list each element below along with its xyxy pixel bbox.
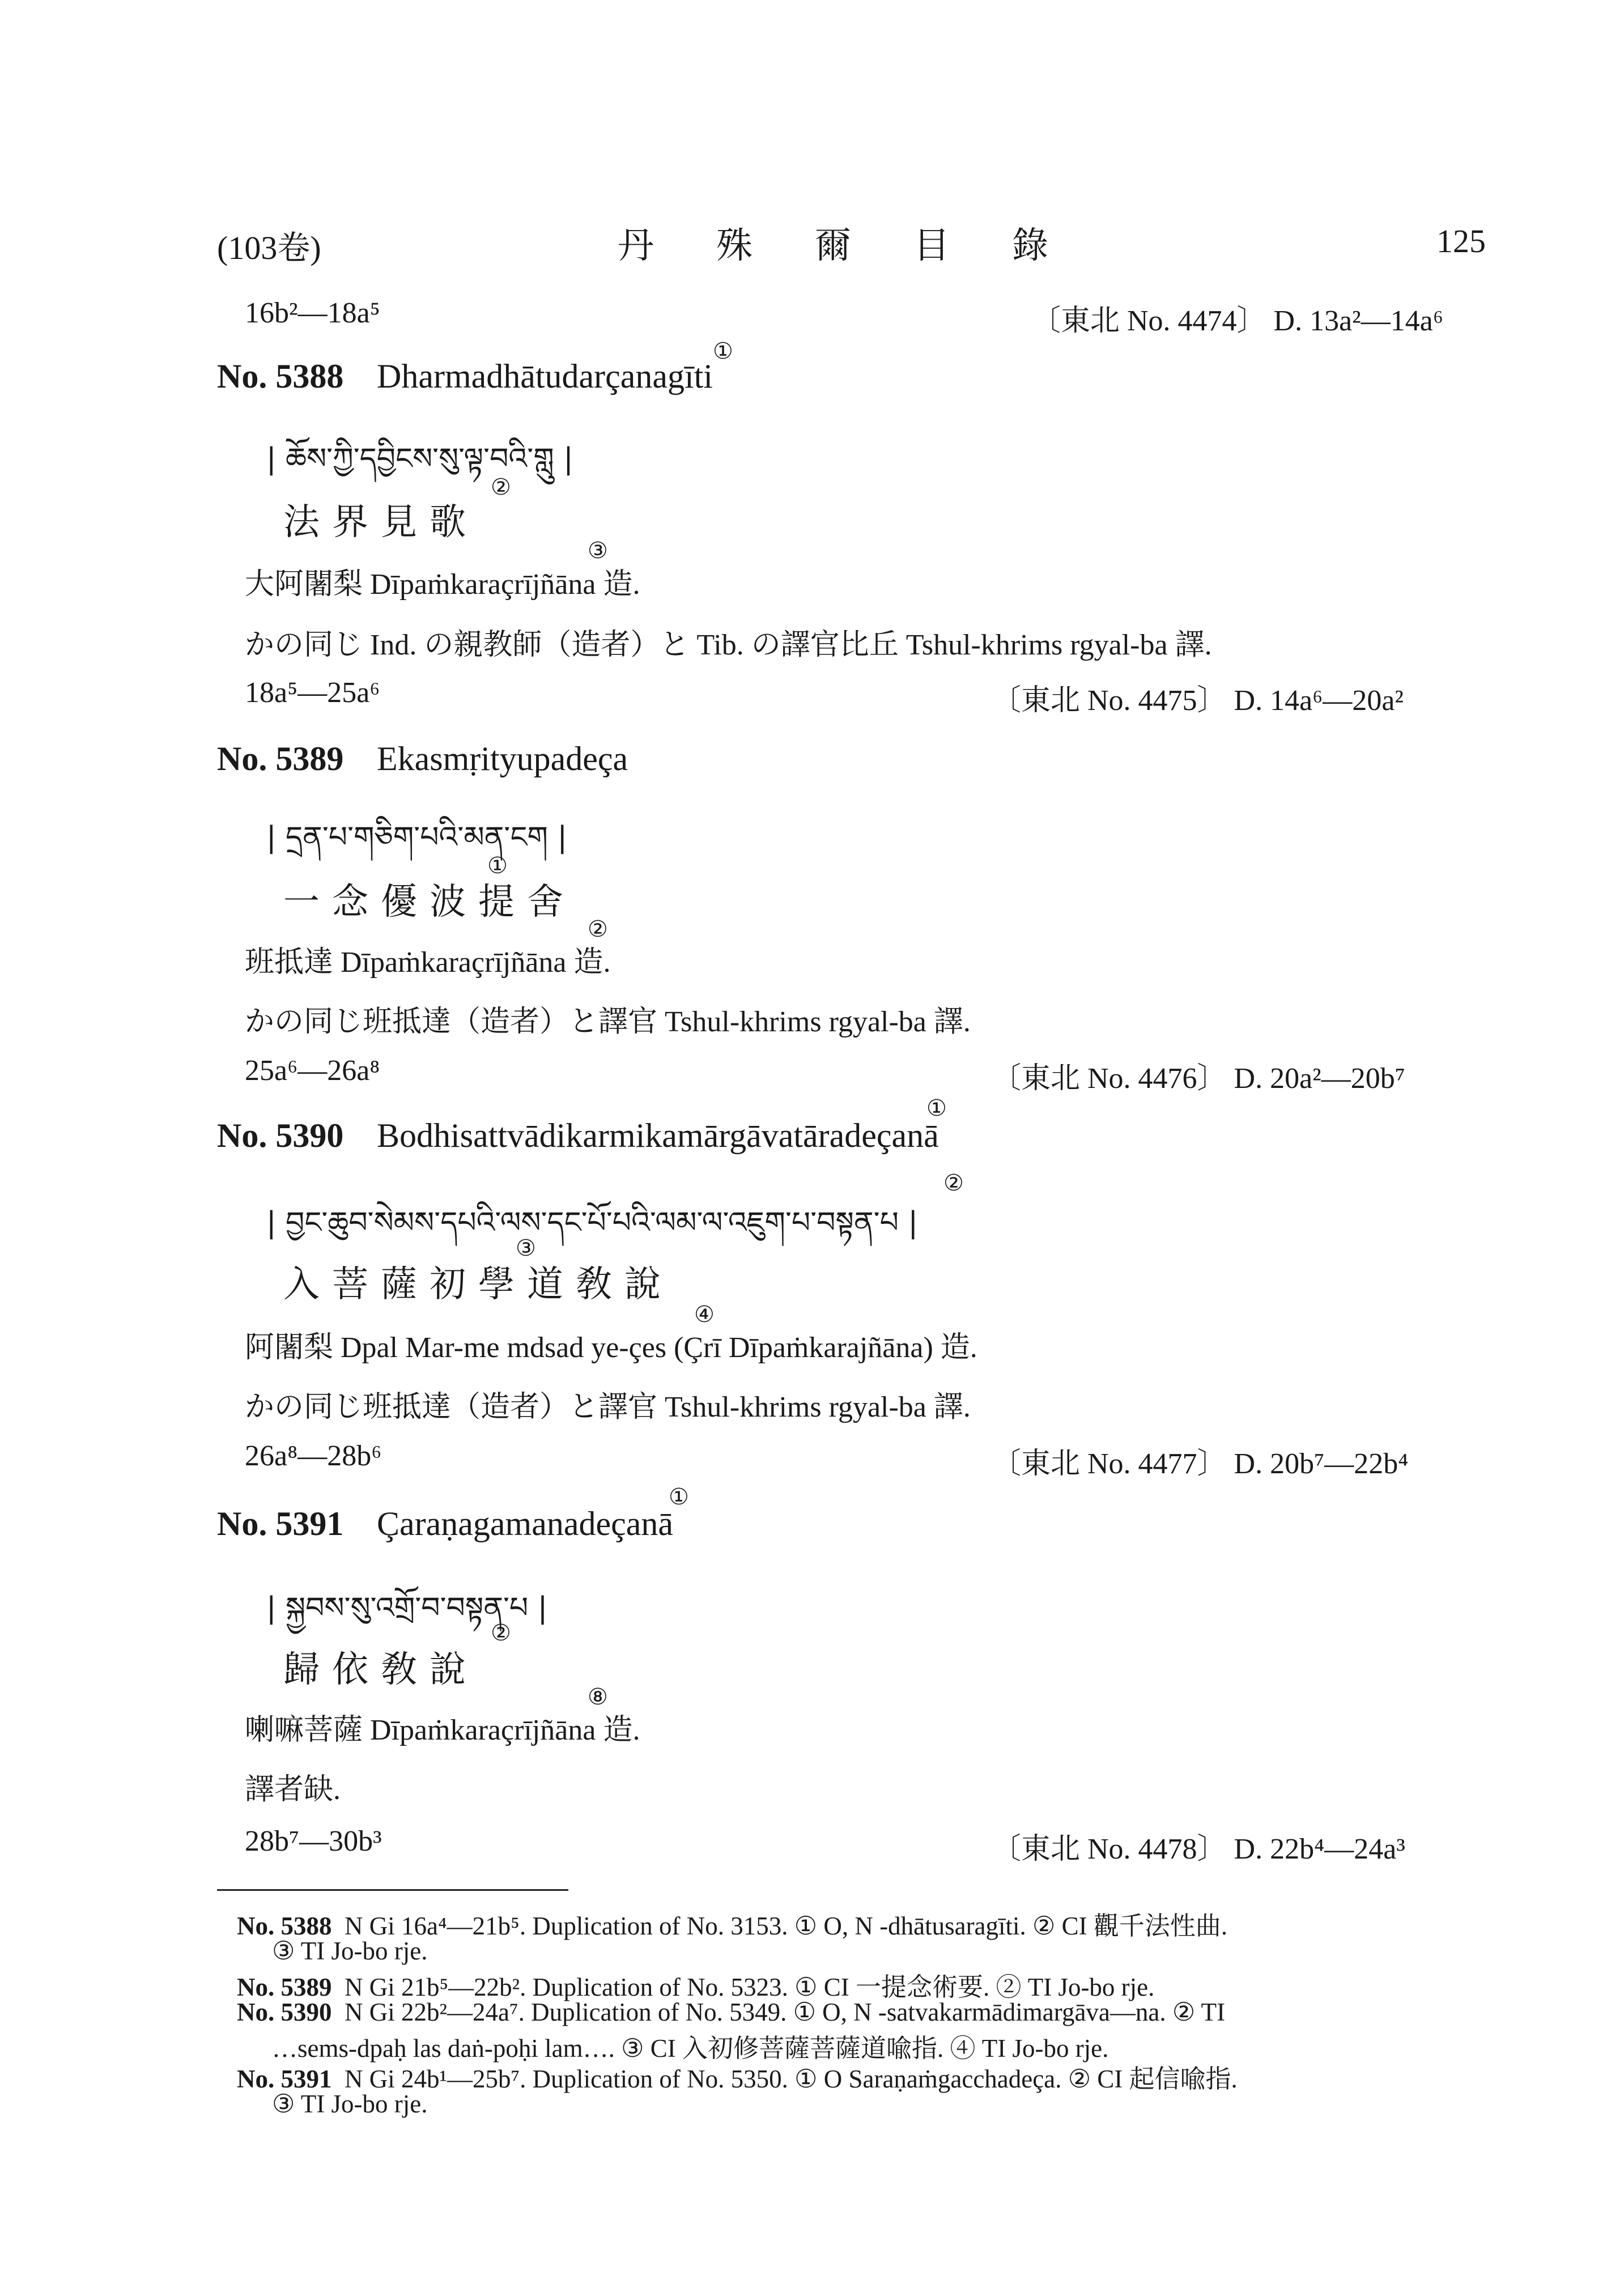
translator-line: 譯者缺. [245, 1774, 341, 1806]
footnote-mark: ① [669, 1484, 689, 1510]
footnote-line: ③ TI Jo-bo rje. [272, 2090, 428, 2118]
tibetan-title: | ཆོས་ཀྱི་དབྱིངས་སུ་ལྟ་བའི་གླུ | [266, 442, 573, 476]
translator-line: かの同じ Ind. の親教師（造者）と Tib. の譯官比丘 Tshul-khrims rgyal-ba 譯. [245, 629, 1212, 661]
catalogue-ref: 〔東北 No. 4478〕 D. 22b⁴—24a³ [992, 1833, 1405, 1865]
chinese-title: 一念優波提舍 [283, 882, 576, 922]
footnote-mark: ② [588, 916, 608, 942]
entry-number: No. 5391 [217, 1505, 344, 1542]
footnote-number: No. 5388 [237, 1912, 332, 1940]
translator-line: かの同じ班抵達（造者）と譯官 Tshul-khrims rgyal-ba 譯. [245, 1006, 971, 1038]
chinese-title: 法界見歌 [283, 502, 478, 542]
footnote-number: No. 5390 [237, 1998, 332, 2026]
footnote-mark: ① [926, 1095, 947, 1121]
footnote-line: ③ TI Jo-bo rje. [272, 1937, 428, 1965]
footnote-mark: ③ [516, 1235, 536, 1261]
footnote-line [237, 1997, 1225, 2027]
catalogue-ref: 〔東北 No. 4476〕 D. 20a²—20b⁷ [992, 1062, 1405, 1095]
author-line: 阿闍梨 Dpal Mar-me mdsad ye-çes (Çrī Dīpaṁkarajñāna) 造. [245, 1332, 977, 1364]
footnote-line: …sems-dpaḥ las daṅ-poḥi lam…. ③ CI 入初修菩薩菩薩道喩指. ④ TI Jo-bo rje. [272, 2034, 1109, 2063]
entry-title: Dharmadhātudarçanagīti [377, 358, 713, 395]
footnote-text: N Gi 22b²—24a⁷. Duplication of No. 5349. ① O, N -satvakarmādimargāva—na. ② TI [345, 1998, 1226, 2026]
translator-line: かの同じ班抵達（造者）と譯官 Tshul-khrims rgyal-ba 譯. [245, 1391, 971, 1423]
entry-number: No. 5388 [217, 358, 344, 395]
footnote-number: No. 5389 [237, 1973, 332, 2001]
folio-range: 28b⁷—30b³ [245, 1825, 382, 1857]
footnote-mark: ① [487, 853, 508, 878]
entry-number: No. 5390 [217, 1117, 344, 1154]
top-folio: 16b²—18a⁵ [245, 297, 380, 329]
footnote-mark: ② [943, 1170, 964, 1196]
chinese-title: 入菩薩初學道敎說 [283, 1264, 673, 1304]
catalogue-ref: 〔東北 No. 4475〕 D. 14a⁶—20a² [992, 684, 1404, 717]
folio-range: 25a⁶—26a⁸ [245, 1055, 380, 1087]
tibetan-title: | དྲན་པ་གཅིག་པའི་མན་ངག | [266, 820, 568, 854]
footnote-text: N Gi 24b¹—25b⁷. Duplication of No. 5350. ① O Saraṇaṁgacchadeça. ② CI 起信喩指. [345, 2065, 1238, 2093]
footnote-mark: ② [491, 1620, 511, 1646]
folio-range: 26a⁸—28b⁶ [245, 1440, 382, 1472]
tibetan-title: | སྐྱབས་སུ་འགྲོ་བ་བསྟན་པ | [266, 1591, 548, 1625]
footnote-mark: ③ [588, 538, 608, 563]
footnote-rule [217, 1889, 568, 1891]
author-line: 喇嘛菩薩 Dīpaṁkaraçrījñāna 造. [245, 1714, 640, 1746]
entry-title: Çaraṇagamanadeçanā [377, 1505, 673, 1542]
footnote-number: No. 5391 [237, 2065, 332, 2093]
footnote-text: N Gi 21b⁵—22b². Duplication of No. 5323. ① CI 一提念術要. ② TI Jo-bo rje. [345, 1973, 1155, 2001]
page-number: 125 [1436, 223, 1486, 260]
entry-title: Bodhisattvādikarmikamārgāvatāradeçanā [377, 1117, 939, 1154]
footnote-mark: ⑧ [588, 1684, 608, 1710]
volume-label: (103卷) [217, 229, 321, 266]
author-line: 大阿闍梨 Dīpaṁkaraçrījñāna 造. [245, 568, 640, 601]
entry-number: No. 5389 [217, 740, 344, 777]
entry-title: Ekasmṛityupadeça [377, 740, 628, 777]
tibetan-title: | བྱང་ཆུབ་སེམས་དཔའི་ལས་དང་པོ་པའི་ལམ་ལ་འཇུག་པ་བསྟན་པ | [266, 1206, 918, 1240]
footnote-mark: ① [713, 338, 733, 364]
top-ref: 〔東北 No. 4474〕 D. 13a²—14a⁶ [1031, 305, 1443, 337]
footnote-mark: ④ [694, 1302, 715, 1327]
footnote-text: N Gi 16a⁴—21b⁵. Duplication of No. 3153. ① O, N -dhātusaragīti. ② CI 觀千法性曲. [345, 1912, 1228, 1940]
page-title: 丹殊爾目錄 [618, 226, 1111, 266]
folio-range: 18a⁵—25a⁶ [245, 677, 380, 709]
author-line: 班抵達 Dīpaṁkaraçrījñāna 造. [245, 946, 611, 979]
footnote-mark: ② [491, 474, 511, 500]
chinese-title: 歸依敎說 [283, 1649, 478, 1690]
catalogue-ref: 〔東北 No. 4477〕 D. 20b⁷—22b⁴ [992, 1448, 1409, 1480]
